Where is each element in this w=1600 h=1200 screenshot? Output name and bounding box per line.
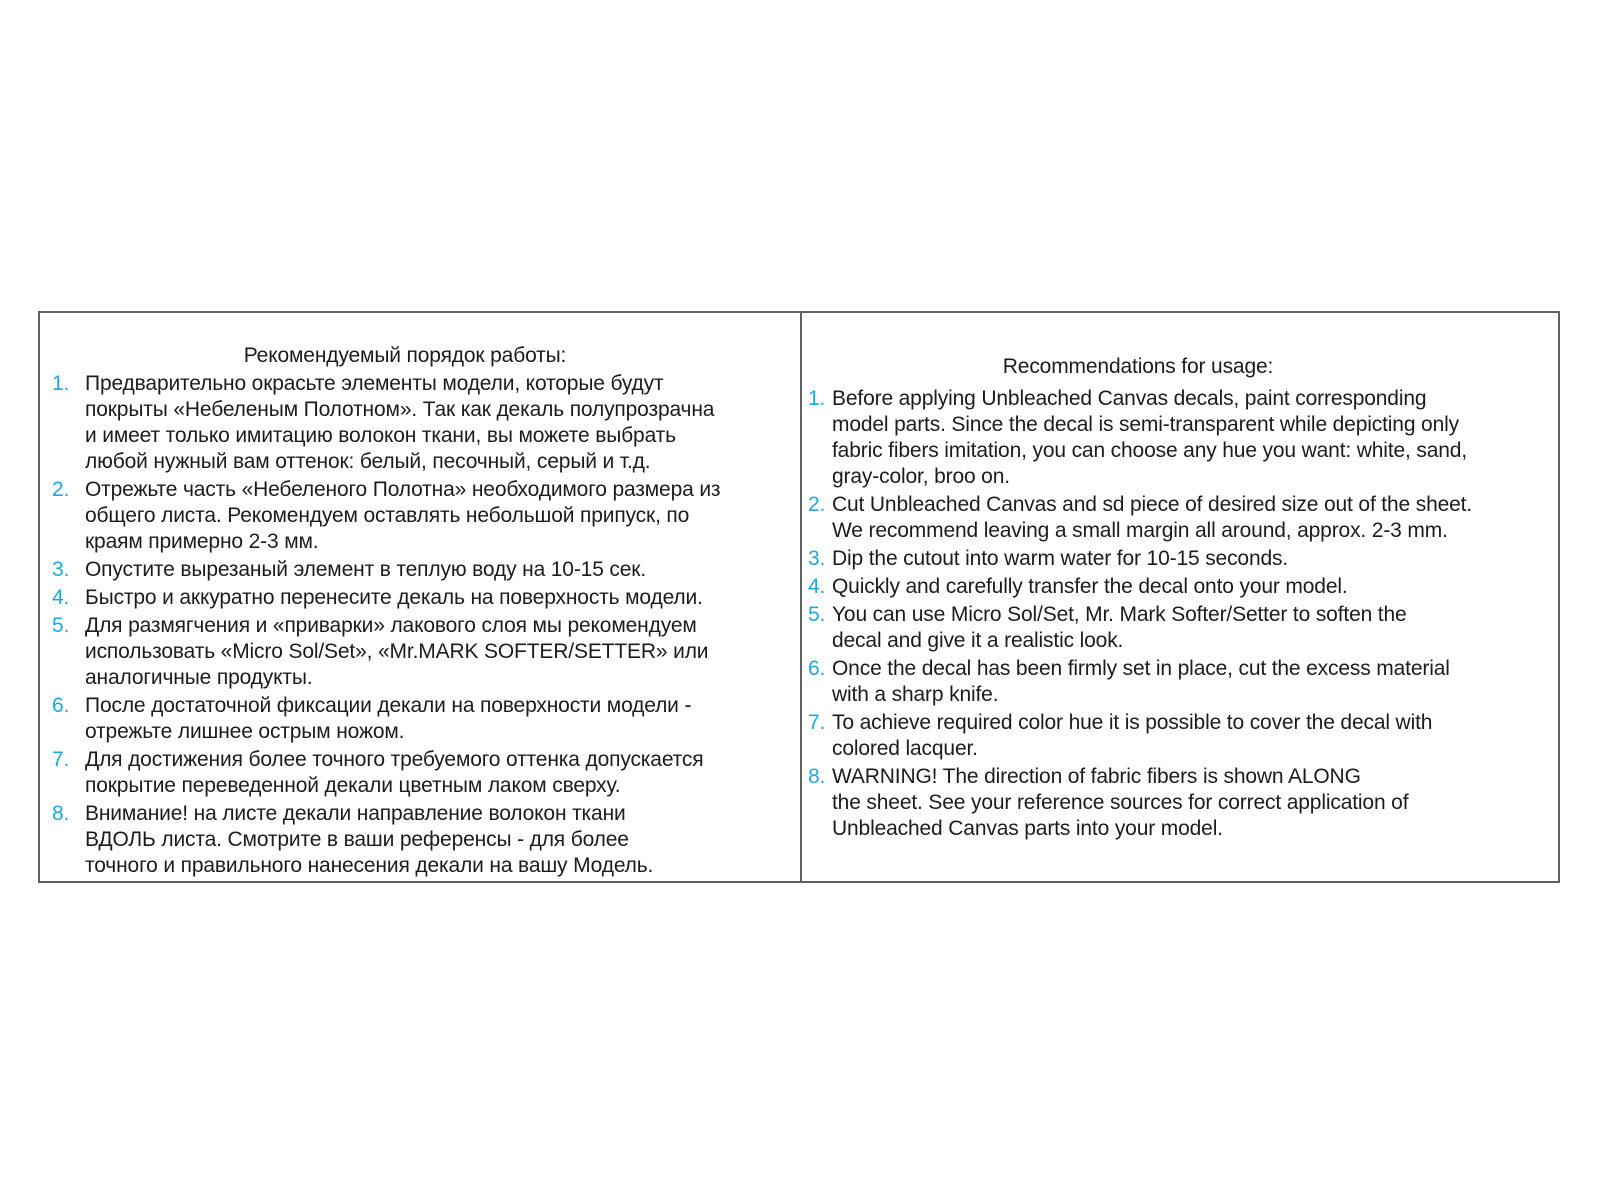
instruction-item <box>808 764 1552 842</box>
instruction-item <box>808 602 1552 654</box>
item-text <box>85 477 720 555</box>
item-line: Опустите вырезаный элемент в теплую воду на 10-15 сек. <box>85 558 647 581</box>
item-text <box>832 710 1432 762</box>
item-number: 7. <box>808 711 826 734</box>
item-line: You can use Micro Sol/Set, Mr. Mark Softer/Setter to soften the <box>832 603 1407 626</box>
instruction-item <box>808 656 1552 708</box>
item-line: использовать «Micro Sol/Set», «Mr.MARK SOFTER/SETTER» или <box>85 640 709 663</box>
instruction-item <box>808 574 1552 600</box>
item-line: точного и правильного нанесения декали на вашу Модель. <box>85 854 654 877</box>
instruction-item <box>808 546 1552 572</box>
item-line: отрежьте лишнее острым ножом. <box>85 720 405 743</box>
item-number: 8. <box>52 802 70 825</box>
item-line: model parts. Since the decal is semi-transparent while depicting only <box>832 413 1459 436</box>
item-number: 4. <box>52 586 70 609</box>
instruction-item <box>808 492 1552 544</box>
item-line: Быстро и аккуратно перенесите декаль на поверхность модели. <box>85 586 703 609</box>
item-number: 7. <box>52 748 70 771</box>
item-text <box>85 557 646 583</box>
item-number: 3. <box>52 558 70 581</box>
item-text <box>85 693 691 745</box>
item-line: Предварительно окрасьте элементы модели, которые будут <box>85 372 664 395</box>
item-line: Отрежьте часть «Небеленого Полотна» необходимого размера из <box>85 478 721 501</box>
item-line: Cut Unbleached Canvas and sd piece of desired size out of the sheet. <box>832 493 1473 516</box>
item-line: Dip the cutout into warm water for 10-15 seconds. <box>832 547 1289 570</box>
item-line: Before applying Unbleached Canvas decals, paint corresponding <box>832 387 1427 410</box>
item-line: Once the decal has been firmly set in place, cut the excess material <box>832 657 1450 680</box>
item-line: decal and give it a realistic look. <box>832 629 1124 652</box>
item-number: 5. <box>52 614 70 637</box>
item-text <box>85 801 653 879</box>
item-text <box>832 386 1467 490</box>
item-text <box>832 602 1407 654</box>
instruction-item <box>52 557 792 583</box>
item-line: fabric fibers imitation, you can choose any hue you want: white, sand, <box>832 439 1468 462</box>
instruction-item <box>52 477 792 555</box>
instruction-item <box>52 693 792 745</box>
item-number: 1. <box>808 387 826 410</box>
item-line: ВДОЛЬ листа. Смотрите в ваши референсы - для более <box>85 828 629 851</box>
item-line: the sheet. See your reference sources for correct application of <box>832 791 1409 814</box>
item-text <box>832 574 1348 600</box>
instruction-item <box>52 801 792 879</box>
item-line: аналогичные продукты. <box>85 666 313 689</box>
russian-instruction-list <box>52 371 792 879</box>
item-text <box>85 613 708 691</box>
item-line: WARNING! The direction of fabric fibers is shown ALONG <box>832 765 1361 788</box>
panel-english <box>802 313 1558 881</box>
item-line: Внимание! на листе декали направление волокон ткани <box>85 802 626 825</box>
item-text <box>832 492 1472 544</box>
instruction-item <box>52 747 792 799</box>
english-instruction-list <box>808 386 1552 842</box>
instruction-item <box>808 710 1552 762</box>
item-line: We recommend leaving a small margin all around, approx. 2-3 mm. <box>832 519 1448 542</box>
instruction-item <box>52 585 792 611</box>
item-line: gray-color, broo on. <box>832 465 1010 488</box>
item-line: Quickly and carefully transfer the decal onto your model. <box>832 575 1348 598</box>
item-number: 2. <box>808 493 826 516</box>
item-line: покрытие переведенной декали цветным лаком сверху. <box>85 774 621 797</box>
item-line: После достаточной фиксации декали на поверхности модели - <box>85 694 692 717</box>
instruction-item <box>52 371 792 475</box>
item-line: любой нужный вам оттенок: белый, песочный, серый и т.д. <box>85 450 651 473</box>
item-text <box>85 371 714 475</box>
item-text <box>832 656 1450 708</box>
item-text <box>832 764 1408 842</box>
item-number: 6. <box>808 657 826 680</box>
english-heading: Recommendations for usage: <box>1002 355 1274 378</box>
item-number: 8. <box>808 765 826 788</box>
instruction-item <box>808 386 1552 490</box>
item-line: и имеет только имитацию волокон ткани, вы можете выбрать <box>85 424 676 447</box>
item-number: 6. <box>52 694 70 717</box>
item-number: 1. <box>52 372 70 395</box>
item-text <box>85 747 703 799</box>
item-line: Для размягчения и «приварки» лакового слоя мы рекомендуем <box>85 614 697 637</box>
item-line: краям примерно 2-3 мм. <box>85 530 319 553</box>
panel-russian <box>40 313 802 881</box>
russian-heading: Рекомендуемый порядок работы: <box>243 344 567 367</box>
instruction-sheet <box>38 311 1560 883</box>
item-line: To achieve required color hue it is possible to cover the decal with <box>832 711 1433 734</box>
item-line: colored lacquer. <box>832 737 978 760</box>
item-number: 4. <box>808 575 826 598</box>
item-line: with a sharp knife. <box>832 683 999 706</box>
instruction-item <box>52 613 792 691</box>
item-number: 2. <box>52 478 70 501</box>
item-line: общего листа. Рекомендуем оставлять небольшой припуск, по <box>85 504 690 527</box>
item-number: 3. <box>808 547 826 570</box>
item-text <box>85 585 703 611</box>
item-text <box>832 546 1288 572</box>
item-line: покрыты «Небеленым Полотном». Так как декаль полупрозрачна <box>85 398 715 421</box>
item-line: Для достижения более точного требуемого оттенка допускается <box>85 748 704 771</box>
item-number: 5. <box>808 603 826 626</box>
item-line: Unbleached Canvas parts into your model. <box>832 817 1223 840</box>
